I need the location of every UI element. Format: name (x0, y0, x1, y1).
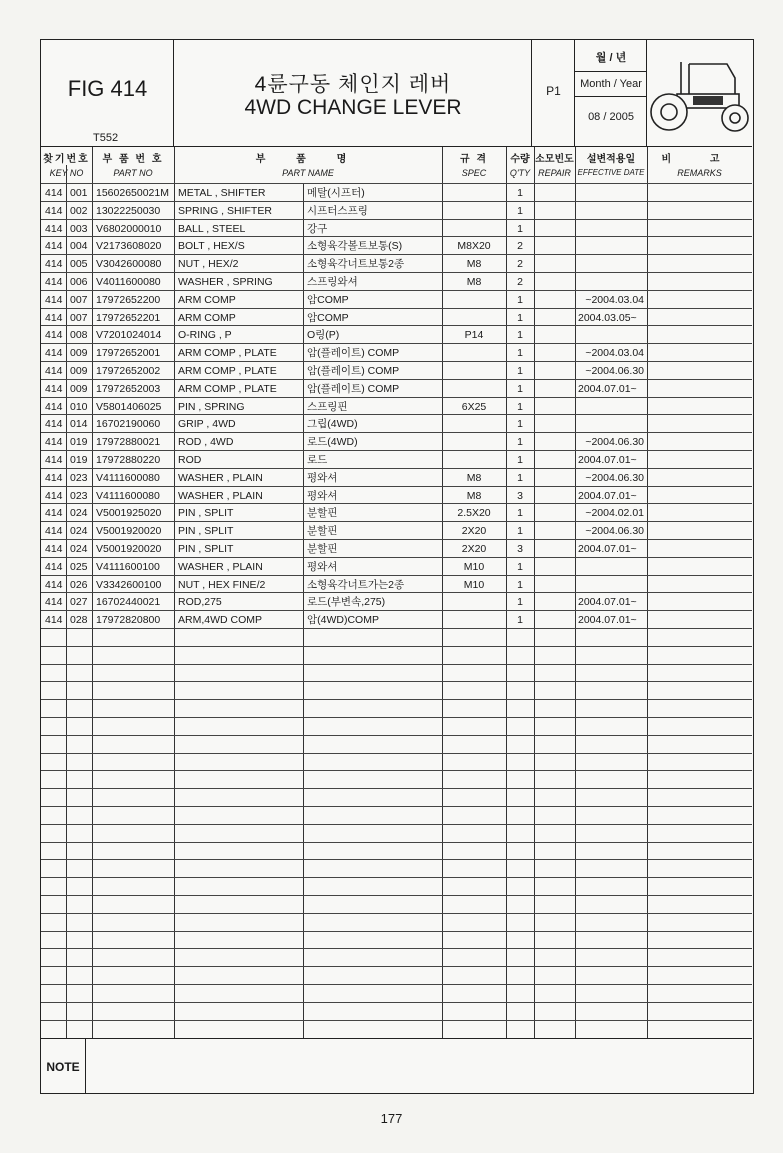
cell-en: WASHER , PLAIN (178, 471, 263, 484)
title-korean: 4륜구동 체인지 레버 (254, 73, 452, 96)
cell-key: 024 (70, 543, 88, 555)
cell-qty: 1 (517, 400, 523, 413)
cell-part: V4011600080 (96, 276, 161, 288)
cell-spec: 2X20 (461, 525, 487, 538)
cell-fig: 414 (45, 240, 63, 253)
col-remarks-ko: 비 고 (661, 154, 738, 165)
cell-eff: 2004.07.01~ (578, 614, 637, 627)
cell-ko: 로드 (307, 454, 328, 466)
table-row (41, 236, 752, 254)
table-row (41, 824, 752, 842)
col-name-en: PART NAME (282, 168, 334, 178)
cell-key: 007 (70, 293, 88, 306)
cell-qty: 1 (517, 382, 523, 395)
cell-eff: 2004.07.01~ (578, 543, 637, 555)
table-row (41, 931, 752, 949)
cell-qty: 1 (517, 436, 523, 449)
cell-ko: 평와셔 (307, 560, 338, 573)
cell-en: PIN , SPLIT (178, 507, 234, 520)
table-row (41, 557, 752, 575)
date-label-korean: 월 / 년 (595, 52, 627, 64)
note-separator (85, 1038, 86, 1093)
table-row (41, 343, 752, 361)
table-row (41, 183, 752, 201)
cell-key: 028 (70, 614, 88, 627)
cell-ko: 소형육각볼트보통(S) (307, 240, 403, 253)
cell-part: V5001920020 (96, 525, 162, 538)
cell-fig: 414 (45, 596, 63, 609)
cell-key: 019 (70, 436, 88, 449)
table-row (41, 414, 752, 432)
cell-fig: 414 (45, 560, 63, 573)
cell-ko: 암(4WD)COMP (307, 614, 379, 627)
cell-part: 17972652002 (96, 365, 161, 377)
cell-eff: ~2004.03.04 (585, 347, 644, 360)
cell-fig: 414 (45, 187, 63, 199)
cell-ko: 로드(부변속,275) (307, 596, 386, 609)
cell-part: V4111600080 (96, 471, 160, 484)
cell-qty: 1 (517, 471, 523, 484)
cell-key: 023 (70, 471, 88, 484)
cell-fig: 414 (45, 204, 63, 217)
cell-ko: 스프링핀 (307, 400, 348, 413)
cell-eff: ~2004.06.30 (585, 365, 644, 377)
cell-key: 026 (70, 578, 88, 591)
table-row (41, 788, 752, 806)
note-label: NOTE (46, 1060, 80, 1074)
cell-eff: ~2004.06.30 (585, 525, 644, 538)
cell-en: ARM,4WD COMP (178, 614, 262, 627)
cell-key: 025 (70, 560, 88, 573)
cell-part: 17972880220 (96, 454, 161, 466)
cell-qty: 1 (517, 187, 523, 199)
cell-spec: M8 (466, 276, 482, 288)
cell-part: V5001920020 (96, 543, 162, 555)
col-remarks-en: REMARKS (677, 168, 722, 178)
cell-part: 17972652200 (96, 293, 161, 306)
cell-qty: 3 (517, 489, 523, 502)
cell-ko: 암COMP (307, 293, 349, 306)
cell-fig: 414 (45, 614, 63, 627)
date-label-english: Month / Year (580, 78, 642, 90)
cell-ko: 분할핀 (307, 525, 338, 538)
model-code: T552 (93, 132, 119, 144)
cell-fig: 414 (45, 329, 63, 342)
cell-en: NUT , HEX FINE/2 (178, 578, 266, 591)
page-number: 177 (380, 1111, 403, 1126)
cell-part: 16702440021 (96, 596, 161, 609)
cell-fig: 414 (45, 293, 63, 306)
cell-ko: 분할핀 (307, 507, 338, 520)
cell-en: WASHER , SPRING (178, 276, 273, 288)
cell-qty: 1 (517, 614, 523, 627)
tractor-icon (647, 40, 755, 146)
cell-part: V3042600080 (96, 258, 162, 271)
cell-fig: 414 (45, 489, 63, 502)
cell-qty: 3 (517, 543, 523, 555)
cell-spec: M8 (466, 489, 482, 502)
cell-en: ROD , 4WD (178, 436, 234, 449)
cell-qty: 1 (517, 222, 523, 235)
cell-qty: 2 (517, 258, 523, 271)
cell-part: V6802000010 (96, 222, 162, 235)
date-box (575, 40, 647, 146)
figure-number: FIG 414 (67, 76, 148, 101)
cell-qty: 1 (517, 347, 523, 360)
table-row (41, 913, 752, 931)
table-row (41, 521, 752, 539)
cell-key: 004 (70, 240, 88, 253)
table-row (41, 201, 752, 219)
cell-en: ARM COMP (178, 311, 236, 324)
title-english: 4WD CHANGE LEVER (244, 96, 462, 119)
cell-fig: 414 (45, 525, 63, 538)
cell-en: PIN , SPRING (178, 400, 245, 413)
cell-en: ROD,275 (178, 596, 222, 609)
cell-spec: 2X20 (461, 543, 487, 555)
cell-part: V5001925020 (96, 507, 162, 520)
cell-fig: 414 (45, 311, 63, 324)
cell-spec: M10 (463, 578, 485, 591)
cell-en: ROD (178, 454, 202, 466)
cell-eff: 2004.07.01~ (578, 596, 637, 609)
cell-en: ARM COMP (178, 293, 236, 306)
cell-key: 009 (70, 365, 88, 377)
cell-ko: 평와셔 (307, 471, 338, 484)
table-row (41, 877, 752, 895)
cell-qty: 2 (517, 276, 523, 288)
cell-ko: O링(P) (307, 329, 340, 342)
table-row (41, 1002, 752, 1020)
cell-ko: 암COMP (307, 311, 349, 324)
cell-qty: 1 (517, 311, 523, 324)
col-name-ko: 부 품 명 (255, 154, 361, 165)
col-qty-en: Q'TY (509, 168, 531, 178)
cell-fig: 414 (45, 222, 63, 235)
table-row (41, 450, 752, 468)
table-row (41, 895, 752, 913)
cell-en: METAL , SHIFTER (178, 187, 266, 199)
cell-key: 003 (70, 222, 88, 235)
cell-part: 17972652001 (96, 347, 161, 360)
cell-en: NUT , HEX/2 (178, 258, 239, 271)
cell-key: 024 (70, 507, 88, 520)
cell-en: O-RING , P (178, 329, 232, 342)
col-key-en: KEY NO (49, 168, 84, 178)
cell-part: V5801406025 (96, 400, 162, 413)
cell-eff: ~2004.03.04 (585, 293, 644, 306)
table-row (41, 486, 752, 504)
cell-ko: 암(플레이트) COMP (307, 365, 400, 377)
cell-key: 014 (70, 418, 88, 431)
col-effective-en: EFFECTIVE DATE (577, 168, 645, 177)
table-row (41, 254, 752, 272)
table-row (41, 325, 752, 343)
cell-en: GRIP , 4WD (178, 418, 236, 431)
cell-spec: P14 (464, 329, 484, 342)
table-row (41, 984, 752, 1002)
cell-ko: 암(플레이트) COMP (307, 382, 400, 395)
cell-part: V4111600080 (96, 489, 160, 502)
cell-en: ARM COMP , PLATE (178, 382, 277, 395)
cell-fig: 414 (45, 382, 63, 395)
cell-part: V4111600100 (96, 560, 160, 573)
col-repair-en: REPAIR (538, 168, 571, 178)
col-partno-ko: 부 품 번 호 (102, 154, 164, 165)
cell-en: PIN , SPLIT (178, 525, 234, 538)
cell-eff: ~2004.02.01 (585, 507, 644, 520)
table-row (41, 361, 752, 379)
col-effective-ko: 설변적용일 (586, 154, 636, 165)
cell-ko: 암(플레이트) COMP (307, 347, 400, 360)
cell-fig: 414 (45, 347, 63, 360)
cell-key: 010 (70, 400, 88, 413)
table-row (41, 948, 752, 966)
table-row (41, 664, 752, 682)
cell-fig: 414 (45, 400, 63, 413)
cell-qty: 1 (517, 293, 523, 306)
table-row (41, 308, 752, 326)
cell-key: 007 (70, 311, 88, 324)
table-row (41, 432, 752, 450)
cell-fig: 414 (45, 543, 63, 555)
cell-fig: 414 (45, 436, 63, 449)
cell-key: 019 (70, 454, 88, 466)
col-key-ko: 찾기번호 (43, 154, 90, 165)
cell-part: 16702190060 (96, 418, 161, 431)
title-box (174, 40, 532, 146)
cell-qty: 1 (517, 454, 523, 466)
cell-ko: 시프터스프링 (307, 204, 368, 217)
cell-key: 009 (70, 347, 88, 360)
col-repair-ko: 소모빈도 (535, 154, 574, 165)
cell-ko: 분할핀 (307, 543, 338, 555)
table-row (41, 859, 752, 877)
cell-qty: 1 (517, 525, 523, 538)
cell-ko: 로드(4WD) (307, 436, 358, 449)
figure-box (41, 40, 174, 146)
column-header-row (41, 147, 752, 183)
table-row (41, 1020, 752, 1038)
table-row (41, 806, 752, 824)
cell-ko: 스프링와셔 (307, 276, 358, 288)
table-row (41, 379, 752, 397)
cell-key: 001 (70, 187, 88, 199)
cell-key: 005 (70, 258, 88, 271)
table-row (41, 503, 752, 521)
cell-en: ARM COMP , PLATE (178, 365, 277, 377)
table-row (41, 842, 752, 860)
note-divider (41, 1038, 752, 1039)
cell-en: WASHER , PLAIN (178, 560, 263, 573)
cell-eff: 2004.07.01~ (578, 454, 637, 466)
cell-en: SPRING , SHIFTER (178, 204, 272, 217)
cell-qty: 2 (517, 240, 523, 253)
cell-qty: 1 (517, 578, 523, 591)
col-partno-en: PART NO (113, 168, 153, 178)
cell-part: 17972652003 (96, 382, 161, 395)
cell-en: PIN , SPLIT (178, 543, 234, 555)
cell-ko: 소형육각너트보통2종 (307, 258, 405, 271)
cell-ko: 강구 (307, 222, 328, 235)
tractor-illustration-box (647, 40, 755, 146)
cell-part: 15602650021M (96, 187, 169, 199)
table-row (41, 539, 752, 557)
cell-ko: 그립(4WD) (307, 418, 358, 431)
date-divider (575, 96, 647, 97)
cell-spec: M8 (466, 258, 482, 271)
parts-sheet (40, 39, 754, 1094)
table-row (41, 468, 752, 486)
table-row (41, 699, 752, 717)
date-divider (575, 71, 647, 72)
cell-fig: 414 (45, 471, 63, 484)
cell-key: 023 (70, 489, 88, 502)
cell-part: V3342600100 (96, 578, 162, 591)
cell-part: 13022250030 (96, 204, 161, 217)
table-row (41, 397, 752, 415)
cell-key: 009 (70, 382, 88, 395)
cell-eff: 2004.03.05~ (578, 311, 637, 324)
cell-fig: 414 (45, 258, 63, 271)
cell-qty: 1 (517, 204, 523, 217)
cell-key: 006 (70, 276, 88, 288)
cell-spec: M10 (463, 560, 485, 573)
cell-fig: 414 (45, 276, 63, 288)
cell-spec: M8X20 (457, 240, 491, 253)
col-spec-ko: 규 격 (459, 154, 489, 165)
cell-en: ARM COMP , PLATE (178, 347, 277, 360)
table-row (41, 753, 752, 771)
table-row (41, 646, 752, 664)
cell-en: BOLT , HEX/S (178, 240, 245, 253)
table-row (41, 290, 752, 308)
cell-key: 002 (70, 204, 88, 217)
table-row (41, 735, 752, 753)
table-row (41, 219, 752, 237)
col-qty-ko: 수량 (510, 154, 530, 165)
cell-eff: 2004.07.01~ (578, 382, 637, 395)
cell-eff: ~2004.06.30 (585, 436, 644, 449)
cell-spec: 2.5X20 (457, 507, 491, 520)
cell-part: 17972820800 (96, 614, 161, 627)
date-value: 08 / 2005 (588, 111, 634, 123)
cell-qty: 1 (517, 507, 523, 520)
cell-part: V7201024014 (96, 329, 162, 342)
cell-spec: M8 (466, 471, 482, 484)
cell-qty: 1 (517, 418, 523, 431)
table-row (41, 717, 752, 735)
table-row (41, 592, 752, 610)
cell-fig: 414 (45, 578, 63, 591)
page-label-box (532, 40, 575, 146)
cell-fig: 414 (45, 365, 63, 377)
table-row (41, 628, 752, 646)
table-row (41, 681, 752, 699)
table-row (41, 770, 752, 788)
cell-eff: ~2004.06.30 (585, 471, 644, 484)
cell-key: 024 (70, 525, 88, 538)
cell-part: 17972880021 (96, 436, 161, 449)
cell-qty: 1 (517, 560, 523, 573)
cell-fig: 414 (45, 454, 63, 466)
cell-part: 17972652201 (96, 311, 161, 324)
table-row (41, 966, 752, 984)
cell-ko: 평와셔 (307, 489, 338, 502)
cell-ko: 메탈(시프터) (307, 187, 365, 199)
cell-key: 027 (70, 596, 88, 609)
cell-fig: 414 (45, 418, 63, 431)
cell-qty: 1 (517, 329, 523, 342)
page-label: P1 (546, 84, 561, 98)
table-row (41, 575, 752, 593)
cell-qty: 1 (517, 596, 523, 609)
cell-fig: 414 (45, 507, 63, 520)
cell-eff: 2004.07.01~ (578, 489, 637, 502)
col-spec-en: SPEC (461, 168, 487, 178)
cell-en: BALL , STEEL (178, 222, 246, 235)
cell-ko: 소형육각너트가는2종 (307, 578, 405, 591)
cell-key: 008 (70, 329, 88, 342)
table-row (41, 610, 752, 628)
cell-spec: 6X25 (461, 400, 487, 413)
cell-part: V2173608020 (96, 240, 162, 253)
cell-en: WASHER , PLAIN (178, 489, 263, 502)
table-row (41, 272, 752, 290)
cell-qty: 1 (517, 365, 523, 377)
